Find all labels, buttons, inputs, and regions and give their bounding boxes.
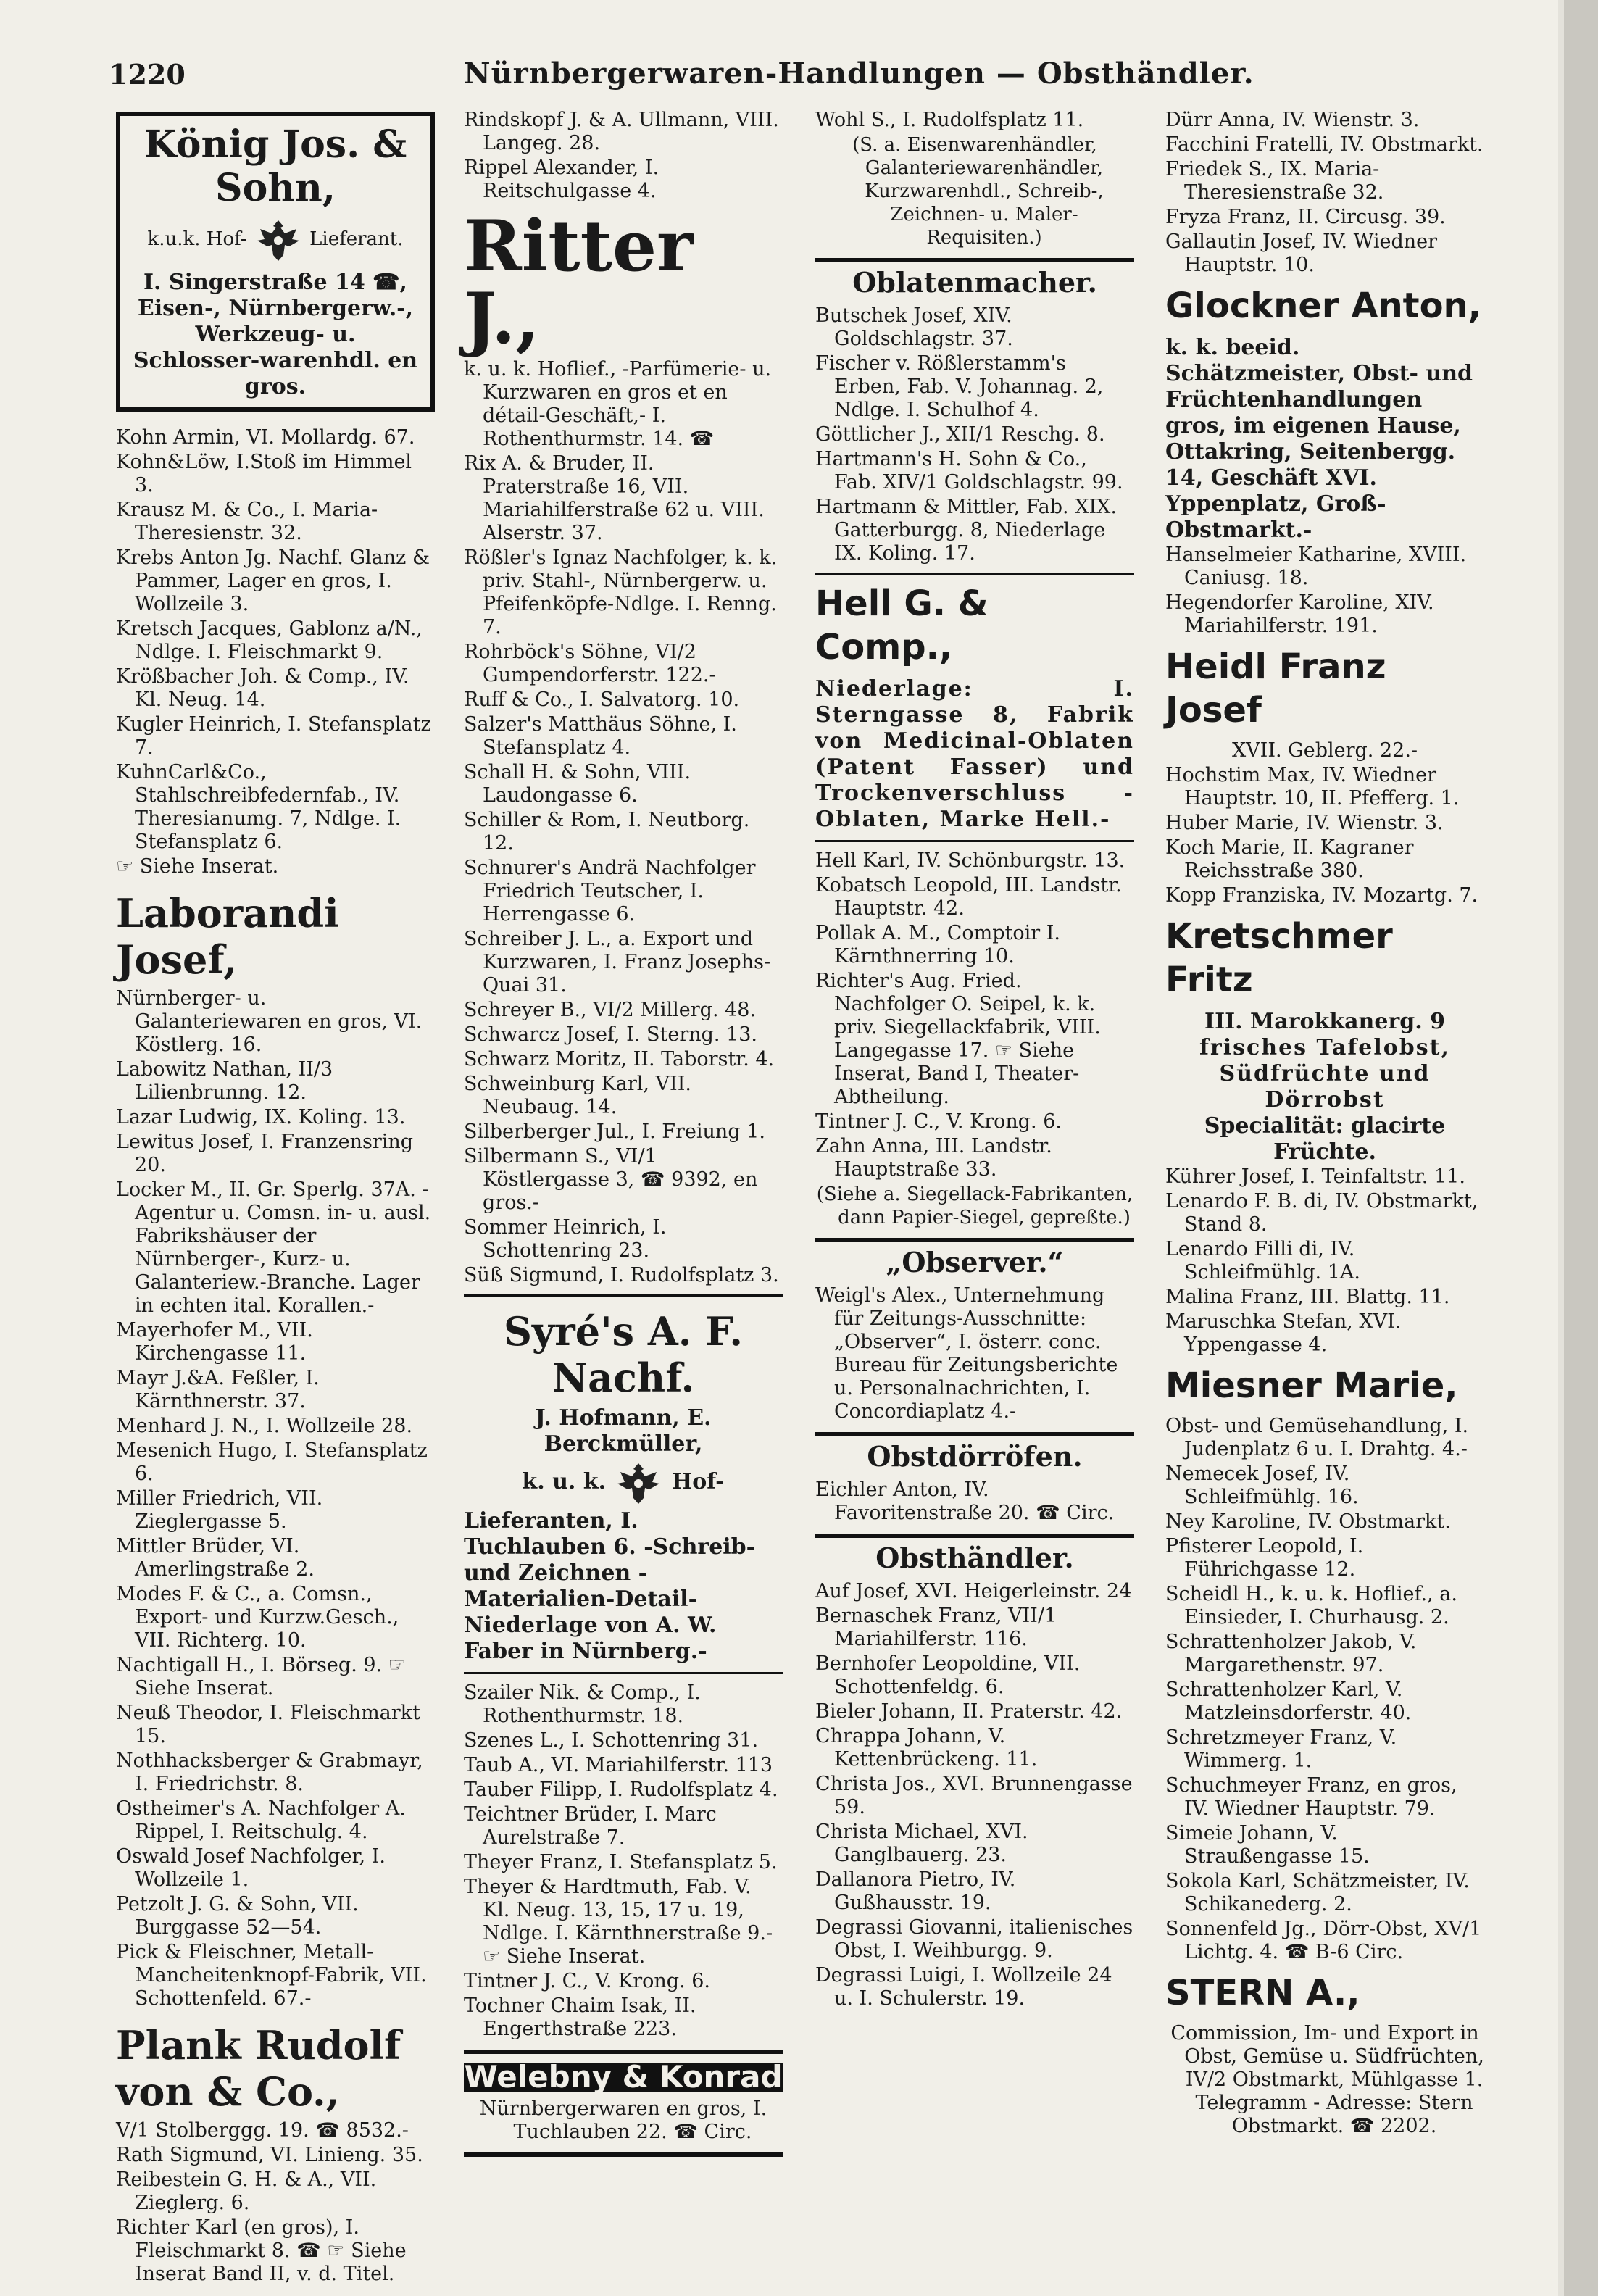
page-number: 1220 [109, 58, 186, 91]
list-item: Ney Karoline, IV. Obstmarkt. [1165, 1510, 1451, 1533]
koenig-ad-text: I. Singerstraße 14 ☎, Eisen-, Nürnbergerw.-, Werkzeug- u. Schlosser-warenhdl. en gros. [133, 270, 418, 399]
koenig-ad [116, 112, 435, 412]
list-item: Hartmann & Mittler, Fab. XIX. Gatterburgg. 8, Niederlage IX. Koling. 17. [815, 496, 1117, 565]
list-item: Nürnberger- u. Galanteriewaren en gros, VI. Köstlerg. 16. [116, 987, 423, 1056]
list-item: Modes F. & C., a. Comsn., Export- und Kurzw.Gesch., VII. Richterg. 10. [116, 1583, 399, 1652]
list-item: Krößbacher Joh. & Comp., IV. Kl. Neug. 14. [116, 665, 409, 711]
section-obstdoerroefen: Obstdörröfen. [867, 1440, 1083, 1473]
list-item: Lenardo Filli di, IV. Schleifmühlg. 1A. [1165, 1238, 1360, 1284]
list-item: Mayerhofer M., VII. Kirchengasse 11. [116, 1319, 313, 1365]
list-item: Zahn Anna, III. Landstr. Hauptstraße 33. [815, 1135, 1052, 1181]
syre-text: Lieferanten, I. Tuchlauben 6. -Schreib- und Zeichnen - Materialien-Detail-Niederlage von A. W. Faber in Nürnberg.- [464, 1508, 756, 1664]
list-item: Auf Josef, XVI. Heigerleinstr. 24 [815, 1580, 1132, 1602]
list-item: Ostheimer's A. Nachfolger A. Rippel, I. Reitschulg. 4. [116, 1797, 406, 1843]
list-item: Eichler Anton, IV. Favoritenstraße 20. ☎ Circ. [815, 1478, 1115, 1524]
list-item: Theyer & Hardtmuth, Fab. V. Kl. Neug. 13, 15, 17 u. 19, Ndlge. I. Kärnthnerstraße 9.- ☞ Siehe Inserat. [464, 1876, 773, 1968]
list-item: Salzer's Matthäus Söhne, I. Stefansplatz 4. [464, 713, 737, 759]
section-obsthaendler: Obsthändler. [875, 1542, 1074, 1574]
ritter-heading: Ritter J., [464, 205, 694, 359]
hell-text: Niederlage: I. Sterngasse 8, Fabrik von Medicinal-Oblaten (Patent Fasser) und Trockenverschluss - Oblaten, Marke Hell.- [815, 676, 1134, 832]
list-item: Krausz M. & Co., I. Maria-Theresienstr. 32. [116, 499, 378, 544]
list-item: Hegendorfer Karoline, XIV. Mariahilferstr. 191. [1165, 591, 1434, 637]
list-item: KuhnCarl&Co., Stahlschreibfedernfab., IV. Theresianumg. 7, Ndlge. I. Stefansplatz 6. [116, 761, 401, 853]
list-item: Facchini Fratelli, IV. Obstmarkt. [1165, 133, 1483, 156]
list-item: Nemecek Josef, IV. Schleifmühlg. 16. [1165, 1463, 1359, 1508]
welebny-heading: Welebny & Konrad [464, 2059, 783, 2095]
list-item: Schrattenholzer Karl, V. Matzleinsdorferstr. 40. [1165, 1679, 1412, 1724]
list-item: Teichtner Brüder, I. Marc Aurelstraße 7. [464, 1803, 717, 1849]
divider [815, 1534, 1134, 1538]
list-item: Miller Friedrich, VII. Zieglergasse 5. [116, 1487, 323, 1533]
list-item: V/1 Stolberggg. 19. ☎ 8532.- [116, 2119, 409, 2142]
list-item: Mayr J.&A. Feßler, I. Kärnthnerstr. 37. [116, 1367, 320, 1413]
list-item: Lenardo F. B. di, IV. Obstmarkt, Stand 8. [1165, 1190, 1478, 1236]
list-item: Schreiber J. L., a. Export und Kurzwaren, I. Franz Josephs-Quai 31. [464, 928, 771, 997]
list-item: Sonnenfeld Jg., Dörr-Obst, XV/1 Lichtg. 4. ☎ B-6 Circ. [1165, 1918, 1482, 1963]
list-item: Lewitus Josef, I. Franzensring 20. [116, 1131, 414, 1176]
list-item: Malina Franz, III. Blattg. 11. [1165, 1286, 1450, 1308]
list-item: Süß Sigmund, I. Rudolfsplatz 3. [464, 1264, 779, 1286]
list-item: Simeie Johann, V. Straußengasse 15. [1165, 1822, 1370, 1868]
list-item: Friedek S., IX. Maria-Theresienstraße 32. [1165, 158, 1384, 204]
list-item: Schall H. & Sohn, VIII. Laudongasse 6. [464, 761, 691, 807]
column-3 [815, 109, 1134, 2012]
list-item: Tochner Chaim Isak, II. Engerthstraße 223. [464, 1995, 696, 2040]
list-item: Kopp Franziska, IV. Mozartg. 7. [1165, 884, 1478, 907]
kretschmer-speciality: Specialität: glacirte Früchte. [1204, 1113, 1446, 1165]
list-item: Tintner J. C., V. Krong. 6. [464, 1970, 710, 1992]
list-item: Kührer Josef, I. Teinfaltstr. 11. [1165, 1165, 1465, 1188]
divider [464, 1672, 783, 1674]
glockner-text: k. k. beeid. Schätzmeister, Obst- und Früchtenhandlungen gros, im eigenen Hause, Ottakring, Seitenbergg. 14, Geschäft XVI. Yppenplatz, Groß-Obstmarkt.- [1165, 335, 1473, 543]
miesner-heading: Miesner Marie, [1165, 1365, 1458, 1406]
list-item: Taub A., VI. Mariahilferstr. 113 [464, 1754, 773, 1776]
list-item: Petzolt J. G. & Sohn, VII. Burggasse 52—54. [116, 1893, 359, 1939]
section-oblatenmacher: Oblatenmacher. [852, 266, 1097, 299]
list-item: Szenes L., I. Schottenring 31. [464, 1729, 759, 1752]
list-item: Schiller & Rom, I. Neutborg. 12. [464, 809, 750, 854]
list-item: Butschek Josef, XIV. Goldschlagstr. 37. [815, 304, 1013, 350]
list-item: Pick & Fleischner, Metall-Mancheitenknopf-Fabrik, VII. Schottenfeld. 67.- [116, 1941, 427, 2010]
divider [464, 2050, 783, 2054]
syre-hof: Hof- [671, 1469, 725, 1494]
list-item: Reibestein G. H. & A., VII. Zieglerg. 6. [116, 2168, 377, 2214]
list-item: k. u. k. Hoflief., -Parfümerie- u. Kurzwaren en gros et en détail-Geschäft,- I. Rothenthurmstr. 14. ☎ [464, 358, 772, 450]
list-item: Schreyer B., VI/2 Millerg. 48. [464, 999, 757, 1021]
list-item: Neuß Theodor, I. Fleischmarkt 15. [116, 1702, 420, 1747]
syre-heading: Syré's A. F. Nachf. [503, 1308, 744, 1401]
list-item: Krebs Anton Jg. Nachf. Glanz & Pammer, Lager en gros, I. Wollzeile 3. [116, 546, 430, 615]
list-item: Koch Marie, II. Kagraner Reichsstraße 380. [1165, 836, 1414, 882]
column-2 [464, 109, 783, 2166]
cross-reference-note: (S. a. Eisenwarenhändler, Galanteriewarenhändler, Kurzwarenhdl., Schreib-, Zeichnen- u. Maler-Requisiten.) [852, 134, 1104, 249]
list-item: Schnurer's Andrä Nachfolger Friedrich Teutscher, I. Herrengasse 6. [464, 857, 756, 926]
kretschmer-text: frisches Tafelobst, Südfrüchte und Dörrobst [1199, 1035, 1450, 1112]
list-item: Dallanora Pietro, IV. Gußhausstr. 19. [815, 1868, 1016, 1914]
list-item: Labowitz Nathan, II/3 Lilienbrunng. 12. [116, 1058, 333, 1104]
list-item: Kobatsch Leopold, III. Landstr. Hauptstr. 42. [815, 874, 1122, 920]
kretschmer-address: III. Marokkanerg. 9 [1204, 1009, 1445, 1034]
hell-heading: Hell G. & Comp., [815, 583, 989, 667]
list-item: Degrassi Luigi, I. Wollzeile 24 u. I. Schulerstr. 19. [815, 1964, 1112, 2010]
divider [464, 1294, 783, 1297]
heidl-text: XVII. Geblerg. 22.- [1231, 739, 1418, 762]
list-item: Weigl's Alex., Unternehmung für Zeitungs-Ausschnitte: „Observer“, I. österr. conc. Bureau für Zeitungsberichte u. Personalnachrichten, I. Concordiaplatz 4.- [815, 1284, 1118, 1423]
list-item: Locker M., II. Gr. Sperlg. 37A. -Agentur u. Comsn. in- u. ausl. Fabrikshäuser der Nürnberger-, Kurz- u. Galanteriew.-Branche. Lager in echten ital. Korallen.- [116, 1178, 431, 1317]
list-item: Göttlicher J., XII/1 Reschg. 8. [815, 423, 1105, 446]
imperial-eagle-icon [253, 215, 304, 265]
list-item: Rix A. & Bruder, II. Praterstraße 16, VII. Mariahilferstraße 62 u. VIII. Alserstr. 37. [464, 452, 765, 544]
stern-text: Commission, Im- und Export in Obst, Gemüse u. Südfrüchten, IV/2 Obstmarkt, Mühlgasse 1. Telegramm - Adresse: Stern Obstmarkt. ☎ 2202. [1170, 2022, 1484, 2137]
koenig-hof-right: Lieferant. [309, 228, 404, 250]
list-item: Tintner J. C., V. Krong. 6. [815, 1110, 1062, 1133]
imperial-eagle-icon [613, 1457, 664, 1508]
list-item: Rath Sigmund, VI. Linieng. 35. [116, 2144, 423, 2166]
list-item: Kretsch Jacques, Gablonz a/N., Ndlge. I. Fleischmarkt 9. [116, 617, 423, 663]
list-item: Schuchmeyer Franz, en gros, IV. Wiedner Hauptstr. 79. [1165, 1774, 1457, 1820]
stern-heading: STERN A., [1165, 1973, 1360, 2013]
list-item: Dürr Anna, IV. Wienstr. 3. [1165, 109, 1420, 131]
list-item: Szailer Nik. & Comp., I. Rothenthurmstr. 18. [464, 1681, 701, 1727]
list-item: Pfisterer Leopold, I. Führichgasse 12. [1165, 1535, 1364, 1581]
list-item: Fryza Franz, II. Circusg. 39. [1165, 206, 1446, 228]
list-item: Schwarcz Josef, I. Sterng. 13. [464, 1023, 757, 1046]
list-item: Christa Michael, XVI. Ganglbauerg. 23. [815, 1821, 1028, 1866]
list-item: Rippel Alexander, I. Reitschulgasse 4. [464, 157, 659, 202]
list-item: Schrattenholzer Jakob, V. Margarethenstr. 97. [1165, 1631, 1417, 1676]
list-item: Hanselmeier Katharine, XVIII. Caniusg. 18. [1165, 544, 1467, 589]
list-item: Wohl S., I. Rudolfsplatz 11. [815, 109, 1084, 131]
list-item: Schweinburg Karl, VII. Neubaug. 14. [464, 1073, 691, 1118]
divider [815, 573, 1134, 575]
divider [815, 258, 1134, 262]
list-item: Maruschka Stefan, XVI. Yppengasse 4. [1165, 1310, 1402, 1356]
cross-reference-note: (Siehe a. Siegellack-Fabrikanten, dann Papier-Siegel, gepreßte.) [816, 1184, 1133, 1228]
list-item: Bernhofer Leopoldine, VII. Schottenfeldg. 6. [815, 1652, 1081, 1698]
list-item: Theyer Franz, I. Stefansplatz 5. [464, 1851, 778, 1873]
running-header [109, 51, 1500, 101]
divider [815, 840, 1134, 842]
syre-hof-line [464, 1457, 783, 1508]
column-4 [1165, 109, 1484, 2139]
list-item: Kugler Heinrich, I. Stefansplatz 7. [116, 713, 431, 759]
list-item: Kohn Armin, VI. Mollardg. 67. [116, 426, 415, 449]
list-item: Bieler Johann, II. Praterstr. 42. [815, 1700, 1123, 1723]
list-item: Rößler's Ignaz Nachfolger, k. k. priv. Stahl-, Nürnbergerw. u. Pfeifenköpfe-Ndlge. I. Renng. 7. [464, 546, 778, 639]
list-item: Lazar Ludwig, IX. Koling. 13. [116, 1106, 406, 1128]
list-item: Huber Marie, IV. Wienstr. 3. [1165, 812, 1444, 834]
list-item: Richter Karl (en gros), I. Fleischmarkt 8. ☎ ☞ Siehe Inserat Band II, v. d. Titel. [116, 2216, 407, 2285]
list-item: Tauber Filipp, I. Rudolfsplatz 4. [464, 1779, 778, 1801]
list-item: Scheidl H., k. u. k. Hoflief., a. Einsieder, I. Churhausg. 2. [1165, 1583, 1457, 1629]
list-item: Schwarz Moritz, II. Taborstr. 4. [464, 1048, 775, 1070]
page-edge [1558, 0, 1598, 2296]
list-item: Sokola Karl, Schätzmeister, IV. Schikanederg. 2. [1165, 1870, 1470, 1916]
divider [464, 2152, 783, 2157]
heidl-heading: Heidl Franz Josef [1165, 646, 1386, 731]
welebny-text: Nürnbergerwaren en gros, I. Tuchlauben 22. ☎ Circ. [479, 2097, 767, 2143]
list-item: Pollak A. M., Comptoir I. Kärnthnerring 10. [815, 922, 1060, 968]
koenig-title: König Jos. & Sohn, [143, 122, 407, 210]
list-item: Silberberger Jul., I. Freiung 1. [464, 1120, 765, 1143]
list-item: ☞ Siehe Inserat. [116, 855, 279, 878]
observer-heading: „Observer.“ [886, 1246, 1064, 1278]
list-item: Mesenich Hugo, I. Stefansplatz 6. [116, 1439, 428, 1485]
list-item: Ruff & Co., I. Salvatorg. 10. [464, 689, 740, 711]
running-title: Nürnbergerwaren-Handlungen — Obsthändler. [464, 57, 1254, 91]
koenig-hof-line [129, 215, 422, 265]
list-item: Chrappa Johann, V. Kettenbrückeng. 11. [815, 1725, 1038, 1771]
syre-owner: J. Hofmann, E. Berckmüller, [535, 1405, 712, 1457]
list-item: Bernaschek Franz, VII/1 Mariahilferstr. 116. [815, 1605, 1057, 1650]
list-item: Hartmann's H. Sohn & Co., Fab. XIV/1 Goldschlagstr. 99. [815, 448, 1123, 494]
koenig-hof-left: k.u.k. Hof- [147, 228, 247, 250]
list-item: Fischer v. Rößlerstamm's Erben, Fab. V. Johannag. 2, Ndlge. I. Schulhof 4. [815, 352, 1104, 421]
list-item: Mittler Brüder, VI. Amerlingstraße 2. [116, 1535, 315, 1581]
list-item: Richter's Aug. Fried. Nachfolger O. Seipel, k. k. priv. Siegellackfabrik, VIII. Langegasse 17. ☞ Siehe Inserat, Band I, Theater-Abtheilung. [815, 970, 1101, 1108]
list-item: Oswald Josef Nachfolger, I. Wollzeile 1. [116, 1845, 386, 1891]
list-item: Rindskopf J. & A. Ullmann, VIII. Langeg. 28. [464, 109, 779, 154]
plank-heading: Plank Rudolf von & Co., [116, 2022, 401, 2115]
glockner-heading: Glockner Anton, [1165, 286, 1481, 326]
list-item: Rohrböck's Söhne, VI/2 Gumpendorferstr. 122.- [464, 641, 716, 686]
column-1 [116, 109, 435, 2287]
list-item: Obst- und Gemüsehandlung, I. Judenplatz 6 u. I. Drahtg. 4.- [1165, 1415, 1469, 1460]
list-item: Nothhacksberger & Grabmayr, I. Friedrichstr. 8. [116, 1750, 423, 1795]
list-item: Nachtigall H., I. Börseg. 9. ☞ Siehe Inserat. [116, 1654, 406, 1700]
list-item: Kohn&Löw, I.Stoß im Himmel 3. [116, 451, 412, 496]
syre-kuk: k. u. k. [522, 1469, 607, 1494]
list-item: Schretzmeyer Franz, V. Wimmerg. 1. [1165, 1726, 1397, 1772]
list-item: Sommer Heinrich, I. Schottenring 23. [464, 1216, 667, 1262]
kretschmer-heading: Kretschmer Fritz [1165, 916, 1393, 1000]
list-item: Silbermann S., VI/1 Köstlergasse 3, ☎ 9392, en gros.- [464, 1145, 758, 1214]
divider [815, 1238, 1134, 1242]
list-item: Hochstim Max, IV. Wiedner Hauptstr. 10, II. Pfefferg. 1. [1165, 764, 1460, 810]
list-item: Christa Jos., XVI. Brunnengasse 59. [815, 1773, 1133, 1818]
laborandi-heading: Laborandi Josef, [116, 890, 339, 983]
list-item: Menhard J. N., I. Wollzeile 28. [116, 1415, 413, 1437]
list-item: Hell Karl, IV. Schönburgstr. 13. [815, 849, 1125, 872]
divider [815, 1432, 1134, 1436]
list-item: Degrassi Giovanni, italienisches Obst, I. Weihburgg. 9. [815, 1916, 1133, 1962]
list-item: Gallautin Josef, IV. Wiedner Hauptstr. 10. [1165, 230, 1438, 276]
